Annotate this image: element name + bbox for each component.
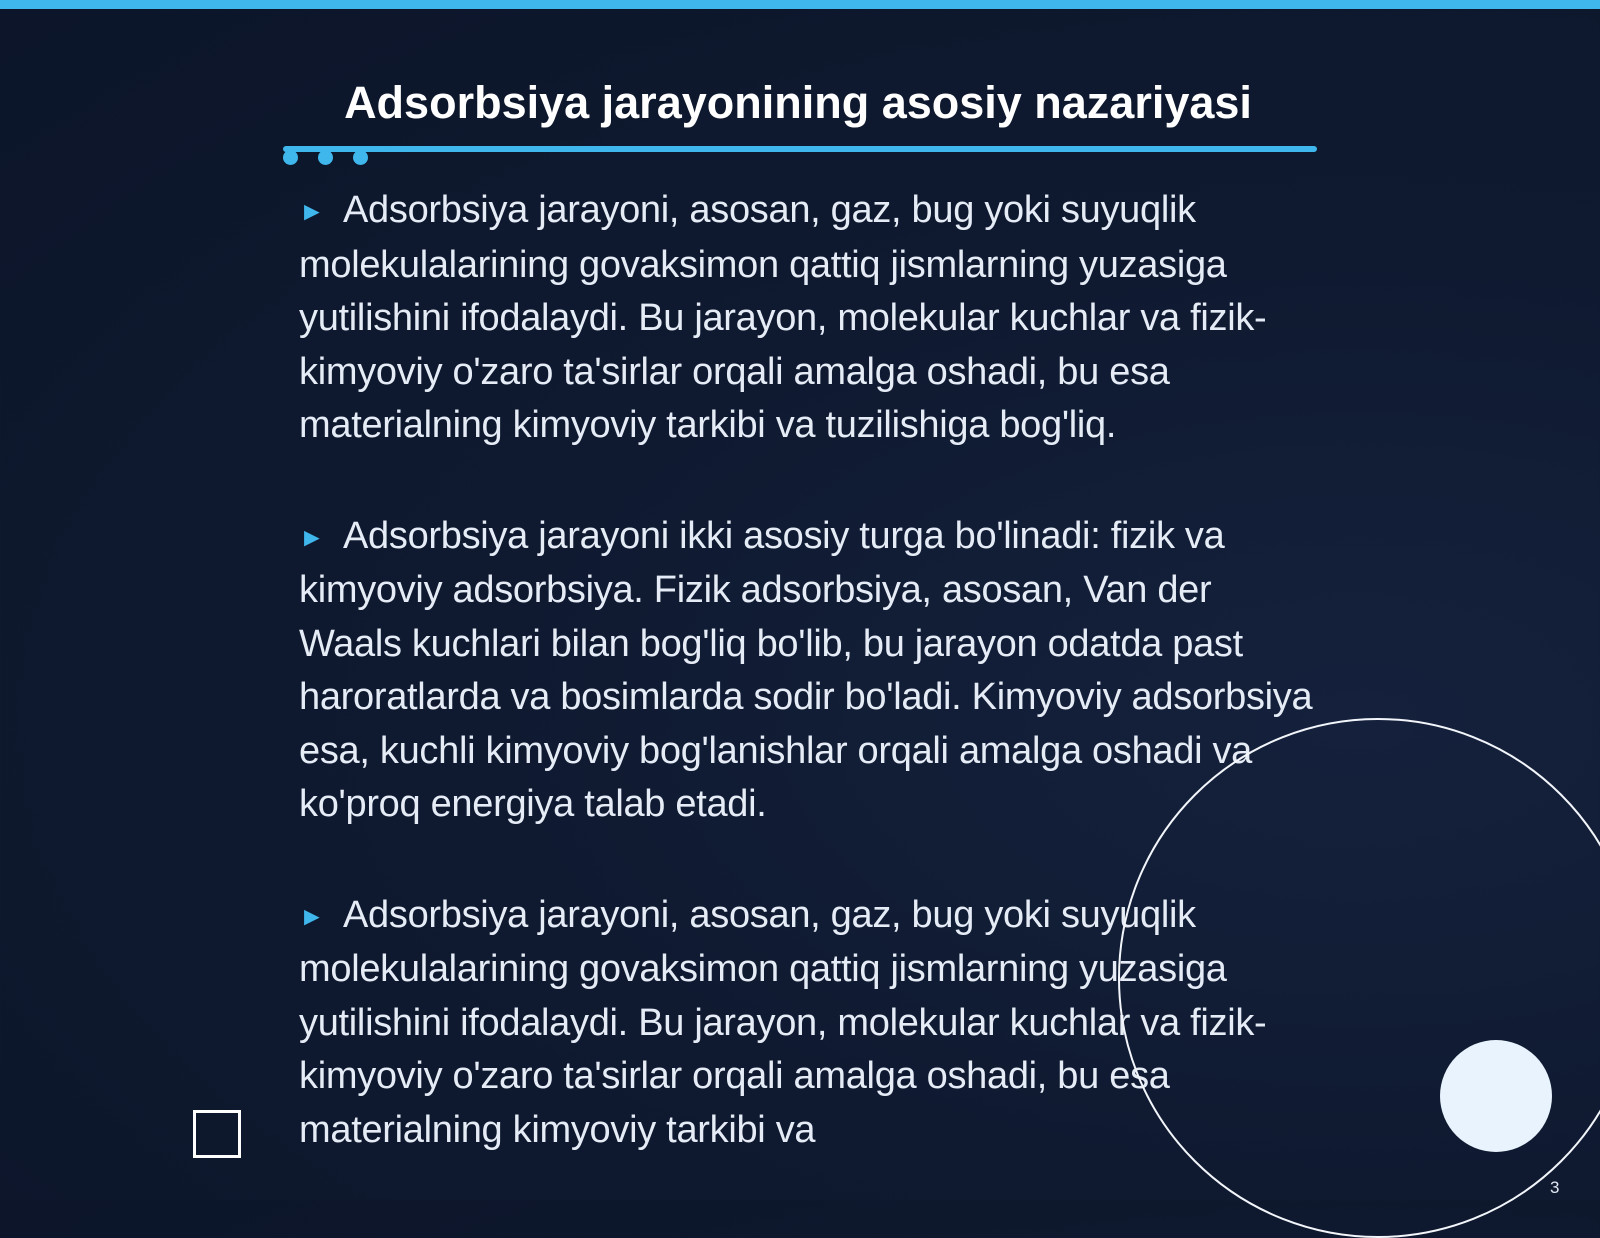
paragraph-text: Adsorbsiya jarayoni, asosan, gaz, bug yoki suyuqlik molekulalarining govaksimon qattiq jismlarning yuzasiga yutilishini ifodalaydi. Bu jarayon, molekular kuchlar va fizik-kimyoviy o'zaro ta'sirlar orqali amalga oshadi, bu esa materialning kimyoviy tarkibi va tuzilishiga bog'liq. (299, 189, 1267, 446)
title-underline (283, 146, 1317, 152)
bullet-paragraph-1 (299, 184, 1319, 453)
decorative-square (193, 1110, 241, 1158)
decorative-dot (353, 150, 368, 165)
decorative-dot (283, 150, 298, 165)
slide-title: Adsorbsiya jarayonining asosiy nazariyasi (344, 77, 1252, 128)
top-accent-bar (0, 0, 1600, 9)
page-number: 3 (1550, 1178, 1560, 1197)
bullet-arrow-icon: ► (299, 521, 325, 552)
decorative-dot (318, 150, 333, 165)
bullet-arrow-icon: ► (299, 900, 325, 931)
bullet-paragraph-2 (299, 510, 1319, 832)
bullet-arrow-icon: ► (299, 196, 325, 226)
paragraph-text: Adsorbsiya jarayoni ikki asosiy turga bo'linadi: fizik va kimyoviy adsorbsiya. Fizik adsorbsiya, asosan, Van der Waals kuchlari bilan bog'liq bo'lib, bu jarayon odatda past haroratlarda va bosimlarda sodir bo'ladi. Kimyoviy adsorbsiya esa, kuchli kimyoviy bog'lanishlar orqali amalga oshadi va ko'proq energiya talab etadi. (299, 514, 1313, 825)
decorative-disc (1440, 1040, 1552, 1152)
paragraph-text: Adsorbsiya jarayoni, asosan, gaz, bug yoki suyuqlik molekulalarining govaksimon qattiq jismlarning yuzasiga yutilishini ifodalaydi. Bu jarayon, molekular kuchlar va fizik-kimyoviy o'zaro ta'sirlar orqali amalga oshadi, bu esa materialning kimyoviy tarkibi va (299, 893, 1267, 1151)
